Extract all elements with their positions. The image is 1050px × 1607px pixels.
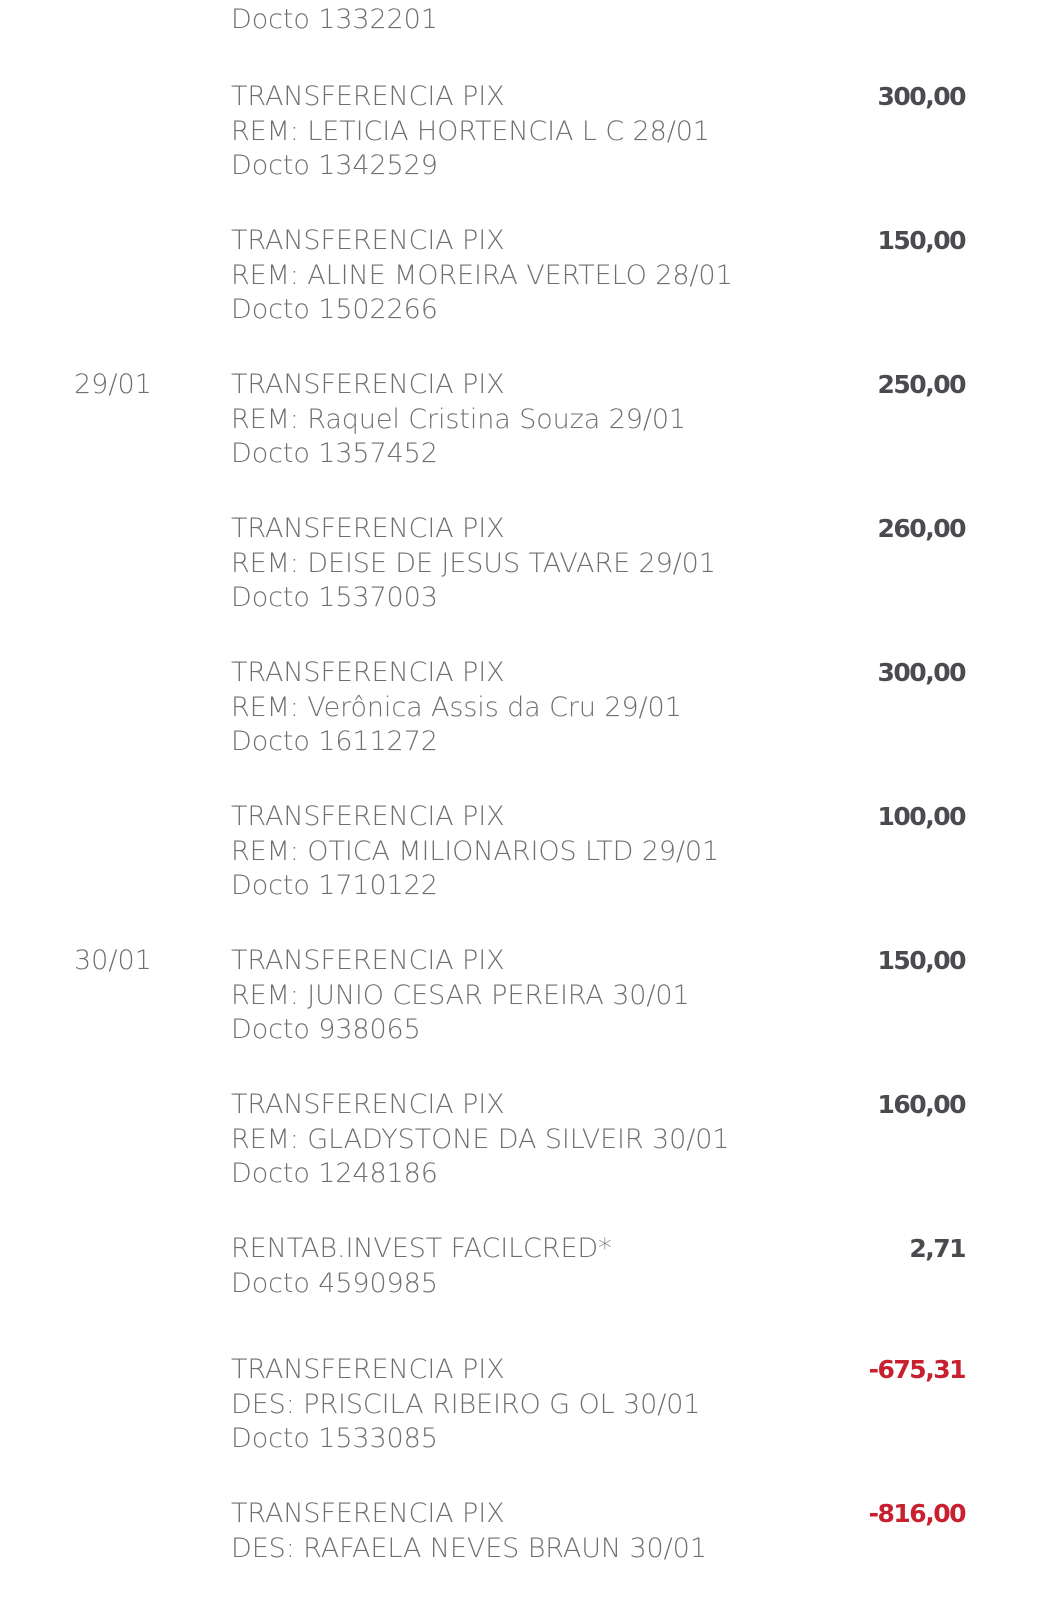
entry-counterparty: REM: LETICIA HORTENCIA L C 28/01 (231, 115, 710, 147)
entry-amount: 100,00 (877, 802, 965, 831)
entry-doc-number: Docto 1248186 (231, 1158, 438, 1189)
entry-doc-number: Docto 1533085 (231, 1423, 438, 1454)
statement-entry[interactable] (0, 656, 1050, 766)
entry-type: TRANSFERENCIA PIX (231, 1089, 505, 1120)
entry-doc-number: Docto 1357452 (231, 438, 438, 469)
entry-description (231, 224, 851, 328)
entry-amount: 250,00 (877, 370, 965, 399)
statement-entry[interactable] (0, 800, 1050, 910)
entry-description (231, 656, 851, 760)
entry-description (231, 944, 851, 1048)
entry-type: TRANSFERENCIA PIX (231, 1354, 505, 1385)
statement-entry[interactable] (0, 1088, 1050, 1198)
entry-doc-number: Docto 1332201 (231, 4, 438, 35)
entry-amount: 150,00 (877, 226, 965, 255)
entry-type: RENTAB.INVEST FACILCRED* (231, 1233, 612, 1264)
entry-doc-number: Docto 938065 (231, 1014, 421, 1045)
entry-amount: -816,00 (868, 1499, 965, 1528)
statement-entry[interactable] (0, 224, 1050, 334)
entry-description (231, 800, 851, 904)
entry-description (231, 3, 851, 38)
statement-entry[interactable] (0, 1353, 1050, 1463)
entry-amount: 2,71 (909, 1234, 965, 1263)
entry-counterparty: REM: GLADYSTONE DA SILVEIR 30/01 (231, 1123, 730, 1155)
entry-type: TRANSFERENCIA PIX (231, 513, 505, 544)
entry-doc-number: Docto 1537003 (231, 582, 438, 613)
entry-description (231, 1232, 851, 1301)
entry-type: TRANSFERENCIA PIX (231, 225, 505, 256)
entry-counterparty: DES: PRISCILA RIBEIRO G OL 30/01 (231, 1388, 701, 1420)
entry-counterparty: REM: Verônica Assis da Cru 29/01 (231, 691, 682, 723)
entry-doc-number: Docto 1342529 (231, 150, 438, 181)
entry-description (231, 368, 851, 472)
entry-type: TRANSFERENCIA PIX (231, 945, 505, 976)
entry-doc-number: Docto 4590985 (231, 1267, 438, 1299)
statement-entry[interactable] (0, 80, 1050, 190)
entry-counterparty: REM: ALINE MOREIRA VERTELO 28/01 (231, 259, 733, 291)
entry-counterparty: REM: Raquel Cristina Souza 29/01 (231, 403, 686, 435)
entry-amount: 150,00 (877, 946, 965, 975)
entry-description (231, 80, 851, 184)
entry-date: 30/01 (74, 945, 152, 976)
entry-description (231, 1497, 851, 1566)
statement-entry[interactable] (0, 512, 1050, 622)
entry-amount: 160,00 (877, 1090, 965, 1119)
entry-counterparty: REM: DEISE DE JESUS TAVARE 29/01 (231, 547, 716, 579)
entry-type: TRANSFERENCIA PIX (231, 1498, 505, 1529)
entry-description (231, 1088, 851, 1192)
entry-counterparty: DES: RAFAELA NEVES BRAUN 30/01 (231, 1532, 707, 1564)
entry-type: TRANSFERENCIA PIX (231, 657, 505, 688)
entry-amount: 260,00 (877, 514, 965, 543)
statement-entry[interactable] (0, 1232, 1050, 1342)
statement-entry[interactable] (0, 1497, 1050, 1607)
entry-type: TRANSFERENCIA PIX (231, 801, 505, 832)
statement-entry[interactable] (0, 368, 1050, 478)
entry-description (231, 512, 851, 616)
entry-doc-number: Docto 1710122 (231, 870, 438, 901)
entry-counterparty: REM: JUNIO CESAR PEREIRA 30/01 (231, 979, 690, 1011)
entry-doc-number: Docto 1502266 (231, 294, 438, 325)
entry-amount: 300,00 (877, 82, 965, 111)
entry-amount: 300,00 (877, 658, 965, 687)
entry-type: TRANSFERENCIA PIX (231, 369, 505, 400)
entry-counterparty: REM: OTICA MILIONARIOS LTD 29/01 (231, 835, 720, 867)
entry-type: TRANSFERENCIA PIX (231, 81, 505, 112)
entry-description (231, 1353, 851, 1457)
entry-doc-number: Docto 1611272 (231, 726, 438, 757)
entry-amount: -675,31 (868, 1355, 965, 1384)
statement-entry[interactable] (0, 944, 1050, 1054)
entry-date: 29/01 (74, 369, 152, 400)
